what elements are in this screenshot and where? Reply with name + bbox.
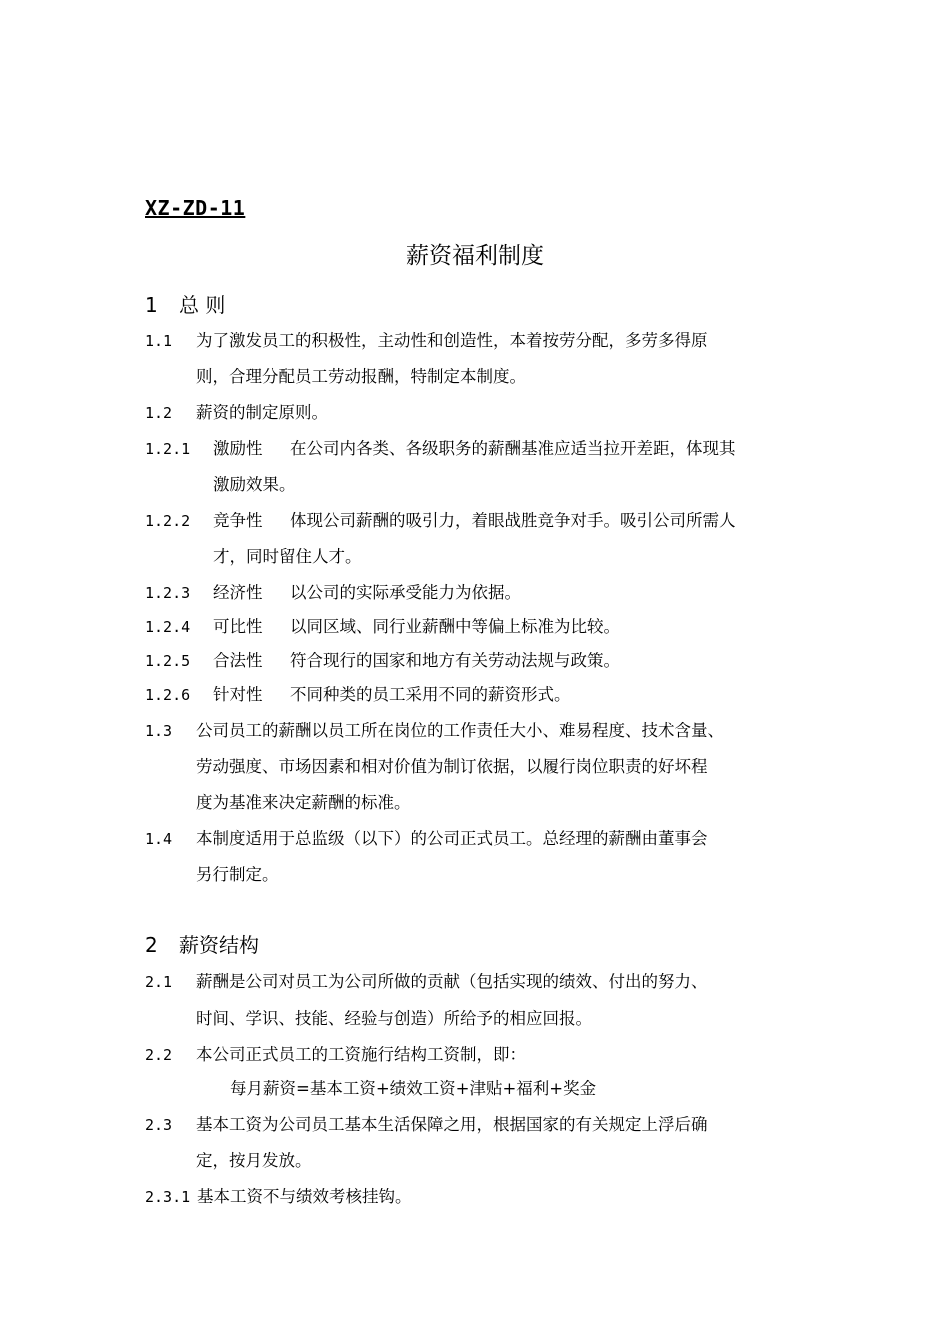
clause-text: 符合现行的国家和地方有关劳动法规与政策。 — [290, 651, 620, 670]
section-number: 2 — [145, 933, 158, 957]
clause-number: 1.2 — [145, 404, 173, 422]
document-title: 薪资福利制度 — [406, 243, 544, 269]
section-number: 1 — [145, 293, 158, 317]
section-title: 薪资结构 — [179, 933, 259, 957]
clause-text: 另行制定。 — [196, 865, 279, 884]
section-heading-1 — [145, 290, 225, 320]
clause-number: 2.2 — [145, 1046, 173, 1064]
clause-number: 2.1 — [145, 973, 173, 991]
clause-number: 1.1 — [145, 332, 173, 350]
clause-text: 本制度适用于总监级（以下）的公司正式员工。总经理的薪酬由董事会 — [196, 829, 708, 848]
clause-text: 以同区域、同行业薪酬中等偏上标准为比较。 — [290, 617, 620, 636]
clause-text: 薪酬是公司对员工为公司所做的贡献（包括实现的绩效、付出的努力、 — [196, 972, 708, 991]
clause-number: 1.2.4 — [145, 618, 191, 636]
clause-term: 经济性 — [213, 583, 263, 602]
document-code: XZ-ZD-11 — [145, 196, 246, 220]
clause-text: 薪资的制定原则。 — [196, 403, 328, 422]
clause-text: 劳动强度、市场因素和相对价值为制订依据，以履行岗位职责的好坏程 — [196, 757, 708, 776]
clause-term: 激励性 — [213, 439, 263, 458]
clause-term: 针对性 — [213, 685, 263, 704]
clause-text: 本公司正式员工的工资施行结构工资制，即： — [196, 1045, 526, 1064]
clause-term: 可比性 — [213, 617, 263, 636]
clause-number: 1.2.2 — [145, 512, 191, 530]
clause-text: 则，合理分配员工劳动报酬，特制定本制度。 — [196, 367, 526, 386]
clause-text: 定，按月发放。 — [196, 1151, 312, 1170]
clause-text: 不同种类的员工采用不同的薪资形式。 — [290, 685, 571, 704]
clause-text: 度为基准来决定薪酬的标准。 — [196, 793, 411, 812]
clause-number: 2.3.1 — [145, 1188, 191, 1206]
clause-text: 公司员工的薪酬以员工所在岗位的工作责任大小、难易程度、技术含量、 — [196, 721, 724, 740]
salary-formula: 每月薪资=基本工资+绩效工资+津贴+福利+奖金 — [230, 1079, 597, 1098]
clause-number: 1.2.1 — [145, 440, 191, 458]
clause-text: 基本工资为公司员工基本生活保障之用，根据国家的有关规定上浮后确 — [196, 1115, 708, 1134]
clause-number: 1.3 — [145, 722, 173, 740]
clause-term: 合法性 — [213, 651, 263, 670]
clause-text: 为了激发员工的积极性，主动性和创造性，本着按劳分配，多劳多得原 — [196, 331, 708, 350]
clause-text: 才，同时留住人才。 — [213, 547, 362, 566]
clause-number: 1.2.5 — [145, 652, 191, 670]
clause-number: 1.2.3 — [145, 584, 191, 602]
section-heading-2 — [145, 930, 259, 960]
clause-text: 基本工资不与绩效考核挂钩。 — [197, 1187, 412, 1206]
clause-number: 1.2.6 — [145, 686, 191, 704]
clause-number: 2.3 — [145, 1116, 173, 1134]
clause-number: 1.4 — [145, 830, 173, 848]
clause-text: 激励效果。 — [213, 475, 296, 494]
clause-text: 在公司内各类、各级职务的薪酬基准应适当拉开差距，体现其 — [290, 439, 736, 458]
clause-text: 时间、学识、技能、经验与创造）所给予的相应回报。 — [196, 1009, 592, 1028]
clause-text: 体现公司薪酬的吸引力，着眼战胜竞争对手。吸引公司所需人 — [290, 511, 736, 530]
section-title: 总 则 — [179, 293, 226, 317]
clause-term: 竞争性 — [213, 511, 263, 530]
clause-text: 以公司的实际承受能力为依据。 — [290, 583, 521, 602]
